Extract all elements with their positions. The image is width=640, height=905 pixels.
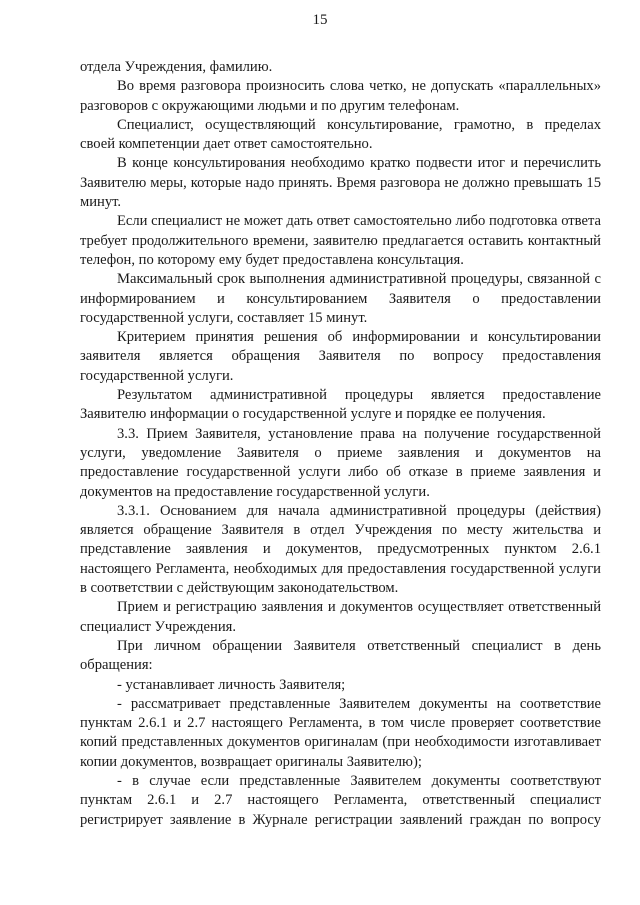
list-item: - рассматривает представленные Заявителем документы на соответствие пунктам 2.6.1 и 2.7 настоящего Регламента, в том числе проверяет соответствие копий представленных документов оригиналам (при необходимости изготавливает копии документов, возвращает оригиналы Заявителю); xyxy=(80,695,601,770)
paragraph: При личном обращении Заявителя ответственный специалист в день обращения: xyxy=(80,637,601,674)
paragraph: Результатом административной процедуры является предоставление Заявителю информации о государственной услуге и порядке ее получения. xyxy=(80,387,601,423)
page-number: 15 xyxy=(312,12,328,28)
section-heading-3-3: 3.3. Прием Заявителя, установление права на получение государственной услуги, уведомление Заявителя о приеме заявления и документов на предоставление государственной услуги либо об отказе в приеме заявления и документов на предоставление государственной услуги. xyxy=(80,425,601,500)
paragraph: Прием и регистрацию заявления и документов осуществляет ответственный специалист Учреждения. xyxy=(80,599,601,635)
paragraph: Специалист, осуществляющий консультирование, грамотно, в пределах своей компетенции дает ответ самостоятельно. xyxy=(80,116,601,153)
paragraph: Во время разговора произносить слова четко, не допускать «параллельных» разговоров с окружающими людьми и по другим телефонам. xyxy=(80,78,601,114)
list-item: - в случае если представленные Заявителем документы соответствуют пунктам 2.6.1 и 2.7 настоящего Регламента, ответственный специалист регистрирует заявление в Журнале регистрации заявлений граждан по вопросу xyxy=(80,772,601,828)
document-body xyxy=(80,58,601,830)
paragraph: Критерием принятия решения об информировании и консультировании заявителя является обращения Заявителя по вопросу предоставления государственной услуги. xyxy=(80,329,601,384)
list-item: - устанавливает личность Заявителя; xyxy=(117,676,346,693)
paragraph: В конце консультирования необходимо кратко подвести итог и перечислить Заявителю меры, которые надо принять. Время разговора не должно превышать 15 минут. xyxy=(80,155,601,211)
paragraph: Если специалист не может дать ответ самостоятельно либо подготовка ответа требует продолжительного времени, заявителю предлагается оставить контактный телефон, по которому ему будет предоставлена консультация. xyxy=(80,213,601,268)
section-3-3-1: 3.3.1. Основанием для начала административной процедуры (действия) является обращение Заявителя в отдел Учреждения по месту жительства и представление заявления и документов, предусмотренных пунктом 2.6.1 настоящего Регламента, необходимых для предоставления государственной услуги в соответствии с действующим законодательством. xyxy=(80,502,601,597)
paragraph-continuation: отдела Учреждения, фамилию. xyxy=(80,59,273,75)
paragraph: Максимальный срок выполнения административной процедуры, связанной с информированием и консультированием Заявителя о предоставлении государственной услуги, составляет 15 минут. xyxy=(80,271,601,326)
